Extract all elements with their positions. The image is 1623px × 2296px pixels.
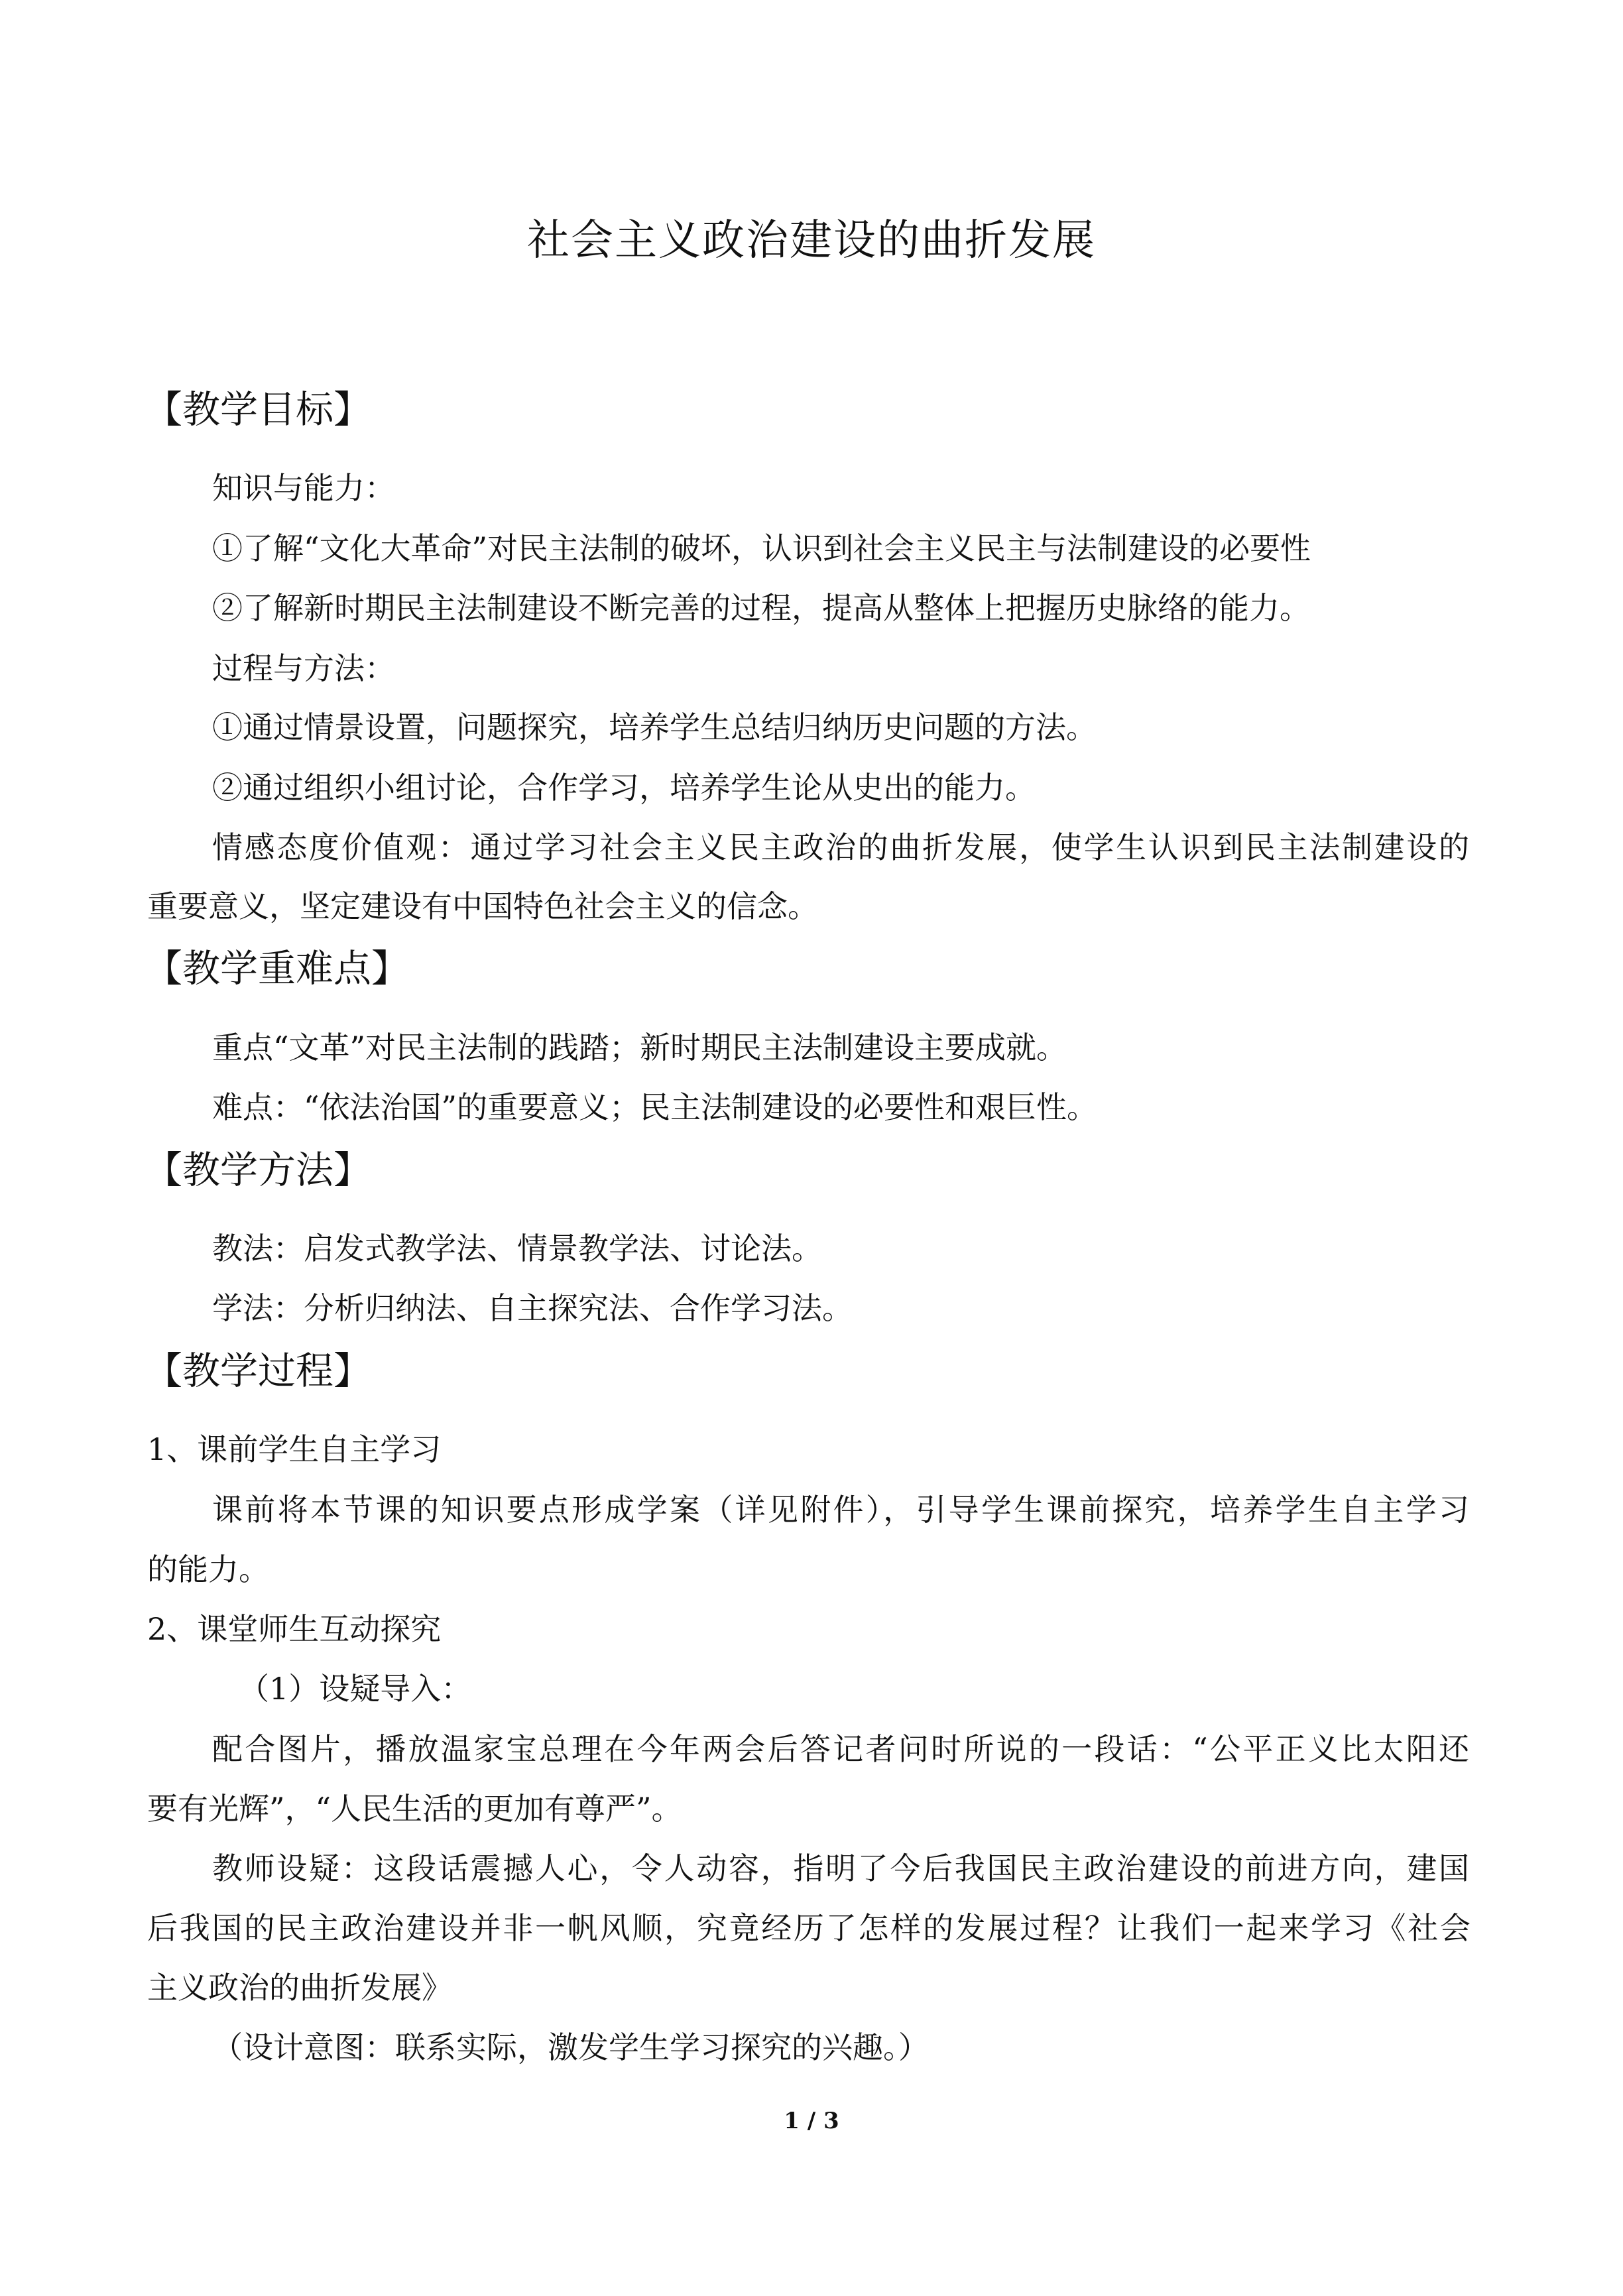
page-title: 社会主义政治建设的曲折发展 [527, 216, 1096, 265]
heading-teaching-process: 【教学过程】 [145, 1349, 371, 1393]
label-process-method: 过程与方法： [212, 650, 395, 686]
intro-line-2: 要有光辉”，“人民生活的更加有尊严”。 [147, 1791, 682, 1827]
step-1-line-2: 的能力。 [147, 1551, 269, 1587]
label-knowledge: 知识与能力： [212, 470, 395, 506]
step-1-title: 1、课前学生自主学习 [147, 1431, 442, 1467]
knowledge-item-1: ①了解“文化大革命”对民主法制的破坏，认识到社会主义民主与法制建设的必要性 [212, 530, 1311, 566]
design-intent: （设计意图：联系实际，激发学生学习探究的兴趣。） [212, 2029, 929, 2065]
emotion-line-2: 重要意义，坚定建设有中国特色社会主义的信念。 [147, 888, 818, 924]
knowledge-item-2: ②了解新时期民主法制建设不断完善的过程，提高从整体上把握历史脉络的能力。 [212, 590, 1310, 626]
sub-step-1-title: （1）设疑导入： [239, 1671, 472, 1707]
step-1-line-1: 课前将本节课的知识要点形成学案（详见附件），引导学生课前探究，培养学生自主学习 [212, 1492, 1469, 1528]
process-item-1: ①通过情景设置，问题探究，培养学生总结归纳历史问题的方法。 [212, 709, 1097, 745]
teaching-method: 教法：启发式教学法、情景教学法、讨论法。 [212, 1231, 822, 1266]
teacher-question-line-2: 后我国的民主政治建设并非一帆风顺，究竟经历了怎样的发展过程？让我们一起来学习《社会 [147, 1910, 1471, 1946]
key-point: 重点“文革”对民主法制的践踏；新时期民主法制建设主要成就。 [212, 1030, 1067, 1065]
heading-teaching-methods: 【教学方法】 [145, 1148, 371, 1192]
heading-teaching-goals: 【教学目标】 [145, 388, 371, 432]
page-indicator: 1 / 3 [784, 2108, 839, 2134]
teacher-question-line-1: 教师设疑：这段话震撼人心，令人动容，指明了今后我国民主政治建设的前进方向，建国 [212, 1850, 1469, 1886]
intro-line-1: 配合图片，播放温家宝总理在今年两会后答记者问时所说的一段话：“公平正义比太阳还 [212, 1731, 1469, 1767]
process-item-2: ②通过组织小组讨论，合作学习，培养学生论从史出的能力。 [212, 770, 1036, 806]
heading-key-difficult-points: 【教学重难点】 [145, 947, 409, 991]
emotion-line-1: 情感态度价值观：通过学习社会主义民主政治的曲折发展，使学生认识到民主法制建设的 [212, 829, 1469, 865]
learning-method: 学法：分析归纳法、自主探究法、合作学习法。 [212, 1290, 853, 1326]
difficult-point: 难点：“依法治国”的重要意义；民主法制建设的必要性和艰巨性。 [212, 1089, 1098, 1125]
step-2-title: 2、课堂师生互动探究 [147, 1611, 442, 1647]
teacher-question-line-3: 主义政治的曲折发展》 [147, 1970, 452, 2006]
